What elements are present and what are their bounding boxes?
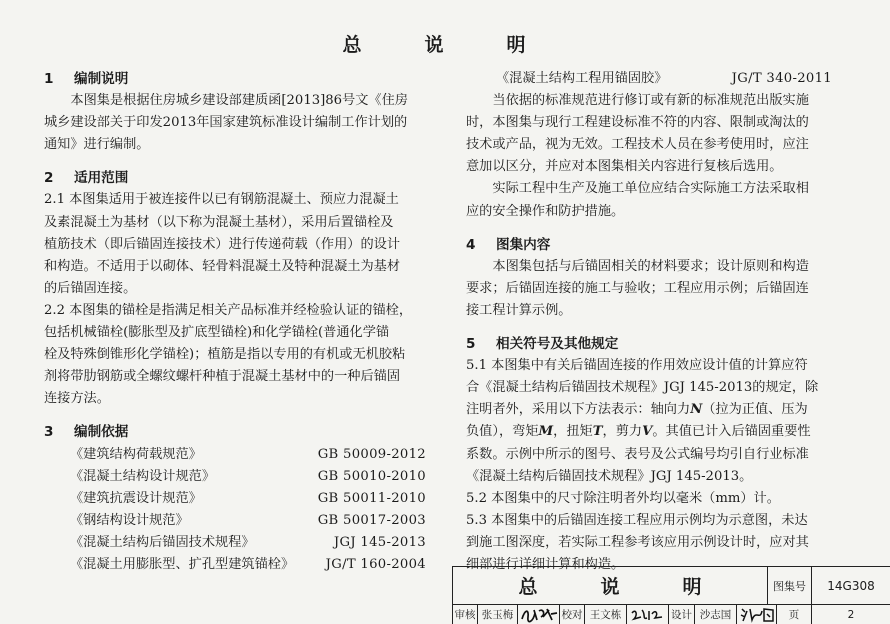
section-5-2-paragraph: 5.2 本图集中的尺寸除注明者外均以毫米（mm）计。 — [466, 490, 780, 506]
design-label: 设计 — [669, 605, 695, 624]
torque-symbol: T — [592, 424, 603, 440]
title-block-title: 总 说 明 — [453, 567, 768, 604]
section-4-paragraph: 本图集包括与后锚固相关的材料要求；设计原则和构造 要求；后锚固连接的施工与验收；工程应用示例；后锚固连 接工程计算示例。 — [466, 258, 809, 318]
designer-name: 沙志国 — [695, 605, 737, 624]
axial-force-symbol: N — [690, 402, 703, 418]
reference-item: 《建筑抗震设计规范》 GB 50011-2010 — [70, 490, 426, 506]
checker-name: 王文栋 — [585, 605, 627, 624]
signature-scribble — [519, 605, 559, 624]
designer-signature — [737, 605, 777, 624]
reviewer-name: 张玉梅 — [478, 605, 518, 624]
reference-item: 《混凝土用膨胀型、扩孔型建筑锚栓》 JG/T 160-2004 — [70, 556, 426, 572]
atlas-number: 14G308 — [827, 578, 875, 593]
section-5-3-paragraph: 5.3 本图集中的后锚固连接工程应用示例均为示意图，未达 到施工图深度，若实际工程参考该应用示例设计时，应对其 细部进行详细计算和构造。 — [466, 512, 809, 572]
reference-list — [44, 444, 440, 577]
check-label: 校对 — [560, 605, 585, 624]
section-3-heading: 3 编制依据 — [44, 424, 129, 441]
reference-item: 《钢结构设计规范》 GB 50017-2003 — [70, 512, 426, 528]
title-block — [452, 566, 890, 624]
section-4-heading: 4 图集内容 — [466, 236, 551, 253]
signature-scribble — [738, 605, 776, 624]
left-column: 1 编制说明 本图集是根据住房城乡建设部建质函[2013]86号文《住房 城乡建设部关于印发2013年国家建筑标准设计编制工作计划的 通知》进行编制。 2 适用范围 2.1 本图集适用于被连接件以已有钢筋混凝土、预应力混凝土 及素混凝土为基材（以下称为混凝土基材），采用后置锚栓及 植筋技术（即后锚固连接技术）进行传递荷载（作用）的设计 和构造。不适用于以砌体、轻骨料混凝土及特种混凝土为基材 的后锚固连接。 2.2 本图集的锚栓是指满足相关产品标准并经检验认证的锚栓， 包括机械锚栓(膨胀型及扩底型锚栓)和化学锚栓(普通化学锚 栓及特殊倒锥形化学锚栓)；植筋是指以专用的有机或无机胶粘 剂将带肋钢筋或全螺纹螺杆种植于混凝土基材中的一种后锚固 连接方法。 3 编制依据 《建筑结构荷载规范》 GB 50009-2012 《混凝土结构设计规范》 GB 50010-2010 《建筑抗震设计规范》 GB 50011-2010 《钢结构设计规范》 GB 50017-2003 《混凝土结构后锚固技术规程》 JGJ 145-2013 《混凝土用膨胀型、扩孔型建筑锚栓》 JG/T 160-2004 — [44, 68, 440, 576]
page-number: 2 — [847, 608, 855, 621]
reviewer-signature — [518, 605, 560, 624]
page-title: 总 说 明 — [342, 34, 548, 56]
checker-signature — [627, 605, 669, 624]
section-2-heading: 2 适用范围 — [44, 170, 129, 187]
right-column — [466, 68, 840, 576]
reference-item: 《混凝土结构后锚固技术规程》 JGJ 145-2013 — [70, 534, 426, 550]
section-5-1-paragraph: 5.1 本图集中有关后锚固连接的作用效应设计值的计算应符 合《混凝土结构后锚固技术规程》JGJ 145-2013的规定，除 注明者外，采用以下方法表示：轴向力N（拉为正值、压为 负值），弯矩M，扭矩T，剪力V。其值已计入后锚固重要性 系数。示例中所示的图号、表号及公式编号均引自行业标准 《混凝土结构后锚固技术规程》JGJ 145-2013。 — [466, 358, 819, 484]
reference-item: 《混凝土结构工程用锚固胶》 JG/T 340-2011 — [496, 71, 832, 86]
page-label: 页 — [777, 605, 812, 624]
atlas-number-label: 图集号 — [768, 567, 812, 604]
section-1-paragraph: 本图集是根据住房城乡建设部建质函[2013]86号文《住房 — [70, 93, 408, 109]
reference-item: 《建筑结构荷载规范》 GB 50009-2012 — [70, 446, 426, 462]
section-2-2-paragraph: 2.2 本图集的锚栓是指满足相关产品标准并经检验认证的锚栓， 包括机械锚栓(膨胀型及扩底型锚栓)和化学锚栓(普通化学锚 栓及特殊倒锥形化学锚栓)；植筋是指以专用的有机或无机胶粘 剂将带肋钢筋或全螺纹螺杆种植于混凝土基材中的一种后锚固 连接方法。 — [44, 302, 413, 407]
section-5-heading: 5 相关符号及其他规定 — [466, 336, 619, 353]
signature-scribble — [628, 605, 668, 624]
section-2-1-paragraph: 2.1 本图集适用于被连接件以已有钢筋混凝土、预应力混凝土 及素混凝土为基材（以下称为混凝土基材），采用后置锚栓及 植筋技术（即后锚固连接技术）进行传递荷载（作用）的设计 和构造。不适用于以砌体、轻骨料混凝土及特种混凝土为基材 的后锚固连接。 — [44, 192, 401, 296]
reference-item: 《混凝土结构设计规范》 GB 50010-2010 — [70, 468, 426, 484]
review-label: 审核 — [453, 605, 478, 624]
section-3-note-paragraph: 当依据的标准规范进行修订或有新的标准规范出版实施 时，本图集与现行工程建设标准不符的内容、限制或淘汰的 技术或产品，视为无效。工程技术人员在参考使用时，应注 意加以区分，并应对本图集相关内容进行复核后选用。 — [466, 93, 809, 175]
section-1-heading: 1 编制说明 — [44, 71, 129, 87]
section-3-safety-paragraph: 实际工程中生产及施工单位应结合实际施工方法采取相 应的安全操作和防护措施。 — [466, 181, 809, 219]
moment-symbol: M — [538, 424, 554, 440]
shear-symbol: V — [642, 424, 653, 440]
